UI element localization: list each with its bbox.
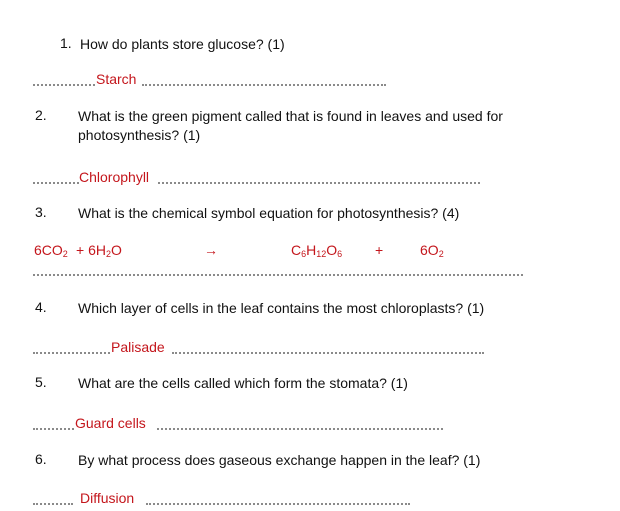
question-number: 6. <box>35 451 47 467</box>
question-text: What is the green pigment called that is found in leaves and used for photosynthesis? (1) <box>78 108 503 143</box>
question-number: 2. <box>35 107 47 123</box>
question-text: How do plants store glucose? (1) <box>80 36 285 52</box>
answer-text: Starch <box>96 71 137 87</box>
equation-product-glucose: $C_6H_{12}O_6$ <box>291 242 343 259</box>
answer-line <box>33 428 74 430</box>
question-text: Which layer of cells in the leaf contains the most chloroplasts? (1) <box>78 300 485 316</box>
question-number: 3. <box>35 204 47 220</box>
question-number: 5. <box>35 374 47 390</box>
answer-text: Chlorophyll <box>79 169 150 185</box>
answer-line <box>33 84 95 86</box>
answer-text: Guard cells <box>75 415 146 431</box>
question-number: 4. <box>35 299 47 315</box>
answer-line <box>33 274 523 276</box>
equation-product-o2: $6O_2$ <box>420 242 444 259</box>
equation-plus: + <box>375 242 384 258</box>
answer-text: Palisade <box>111 339 165 355</box>
question-number: 1. <box>60 35 72 51</box>
answer-line <box>142 84 386 86</box>
answer-line <box>33 503 73 505</box>
question-text: By what process does gaseous exchange happen in the leaf? (1) <box>78 452 481 468</box>
equation-reactant-co2: $6CO_2$ <box>34 242 68 259</box>
equation-reactant-h2o: + $6H_2O$ <box>76 242 122 259</box>
answer-line <box>157 428 443 430</box>
answer-line <box>33 352 110 354</box>
equation-arrow: → <box>204 242 218 258</box>
answer-line <box>158 182 480 184</box>
answer-text: Diffusion <box>80 490 135 506</box>
answer-line <box>146 503 410 505</box>
answer-line <box>172 352 484 354</box>
answer-line <box>33 182 79 184</box>
question-text: What are the cells called which form the stomata? (1) <box>78 375 408 391</box>
question-text: What is the chemical symbol equation for photosynthesis? (4) <box>78 205 460 221</box>
